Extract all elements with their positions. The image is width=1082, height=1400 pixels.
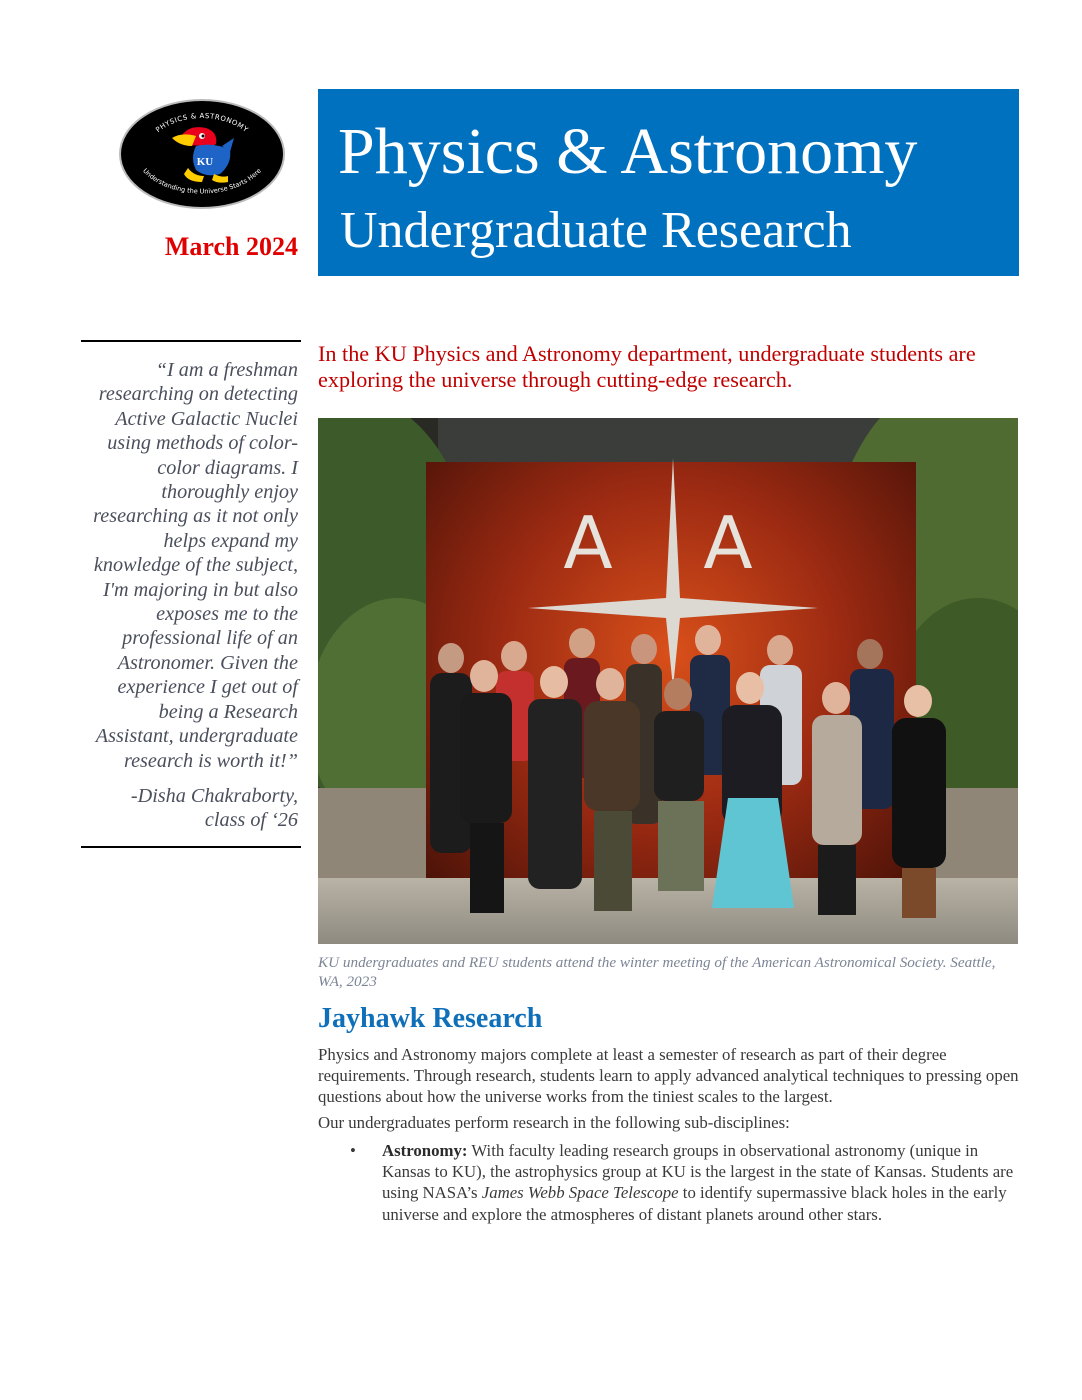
quote-top-divider <box>81 340 301 342</box>
masthead-title: Physics & Astronomy <box>338 115 918 188</box>
subdiscipline-list <box>318 1140 1023 1225</box>
quote-bottom-divider <box>81 846 301 848</box>
quote-author-name: -Disha Chakraborty, <box>130 785 298 807</box>
logo-top-text: PHYSICS & ASTRONOMY <box>154 112 250 135</box>
sign-letter-a2: A <box>703 501 753 585</box>
ku-physics-logo <box>118 98 286 210</box>
section-heading: Jayhawk Research <box>318 1003 543 1034</box>
list-item-term: Astronomy: <box>382 1141 468 1160</box>
logo-badge-text: KU <box>196 156 214 168</box>
body-paragraph-2: Our undergraduates perform research in the following sub-disciplines: <box>318 1113 790 1132</box>
sign-letter-a1: A <box>563 501 613 585</box>
list-item-italic: James Webb Space Telescope <box>481 1183 679 1203</box>
intro-text: In the KU Physics and Astronomy department, undergraduate students are exploring the universe through cutting-edge research. <box>318 341 976 392</box>
list-item-text-end: to identify supermassive black holes in the early universe and explore the atmospheres of distant planets around other stars. <box>382 1183 1007 1224</box>
list-item-text: With faculty leading research groups in observational astronomy (unique in Kansas to KU), the astrophysics group at KU is the largest in the state of Kansas. Students are using NASA’s <box>382 1141 1014 1203</box>
quote-author-class: class of ‘26 <box>204 809 298 831</box>
masthead <box>318 89 1019 276</box>
list-item <box>318 1140 1023 1225</box>
masthead-subtitle: Undergraduate Research <box>340 202 852 259</box>
group-photo <box>318 418 1018 944</box>
photo-caption: KU undergraduates and REU students attend the winter meeting of the American Astronomical Society. Seattle, WA, 2023 <box>318 954 996 990</box>
issue-date: March 2024 <box>164 232 298 261</box>
bullet-icon: • <box>350 1141 356 1160</box>
pull-quote: “I am a freshman researching on detecting Active Galactic Nuclei using methods of color-color diagrams. I thoroughly enjoy researching as it not only helps expand my knowledge of the subject, I'm majoring in but also exposes me to the professional life of an Astronomer. Given the experience I get out of being a Research Assistant, undergraduate research is worth it!” <box>93 359 298 772</box>
body-paragraph-1: Physics and Astronomy majors complete at least a semester of research as part of their degree requirements. Through research, students learn to apply advanced analytical techniques to pressing open questions about how the universe works from the tiniest scales to the largest. <box>318 1045 1019 1106</box>
quote-author <box>80 784 298 832</box>
logo-bottom-text: Understanding the Universe Starts Here <box>141 166 263 196</box>
